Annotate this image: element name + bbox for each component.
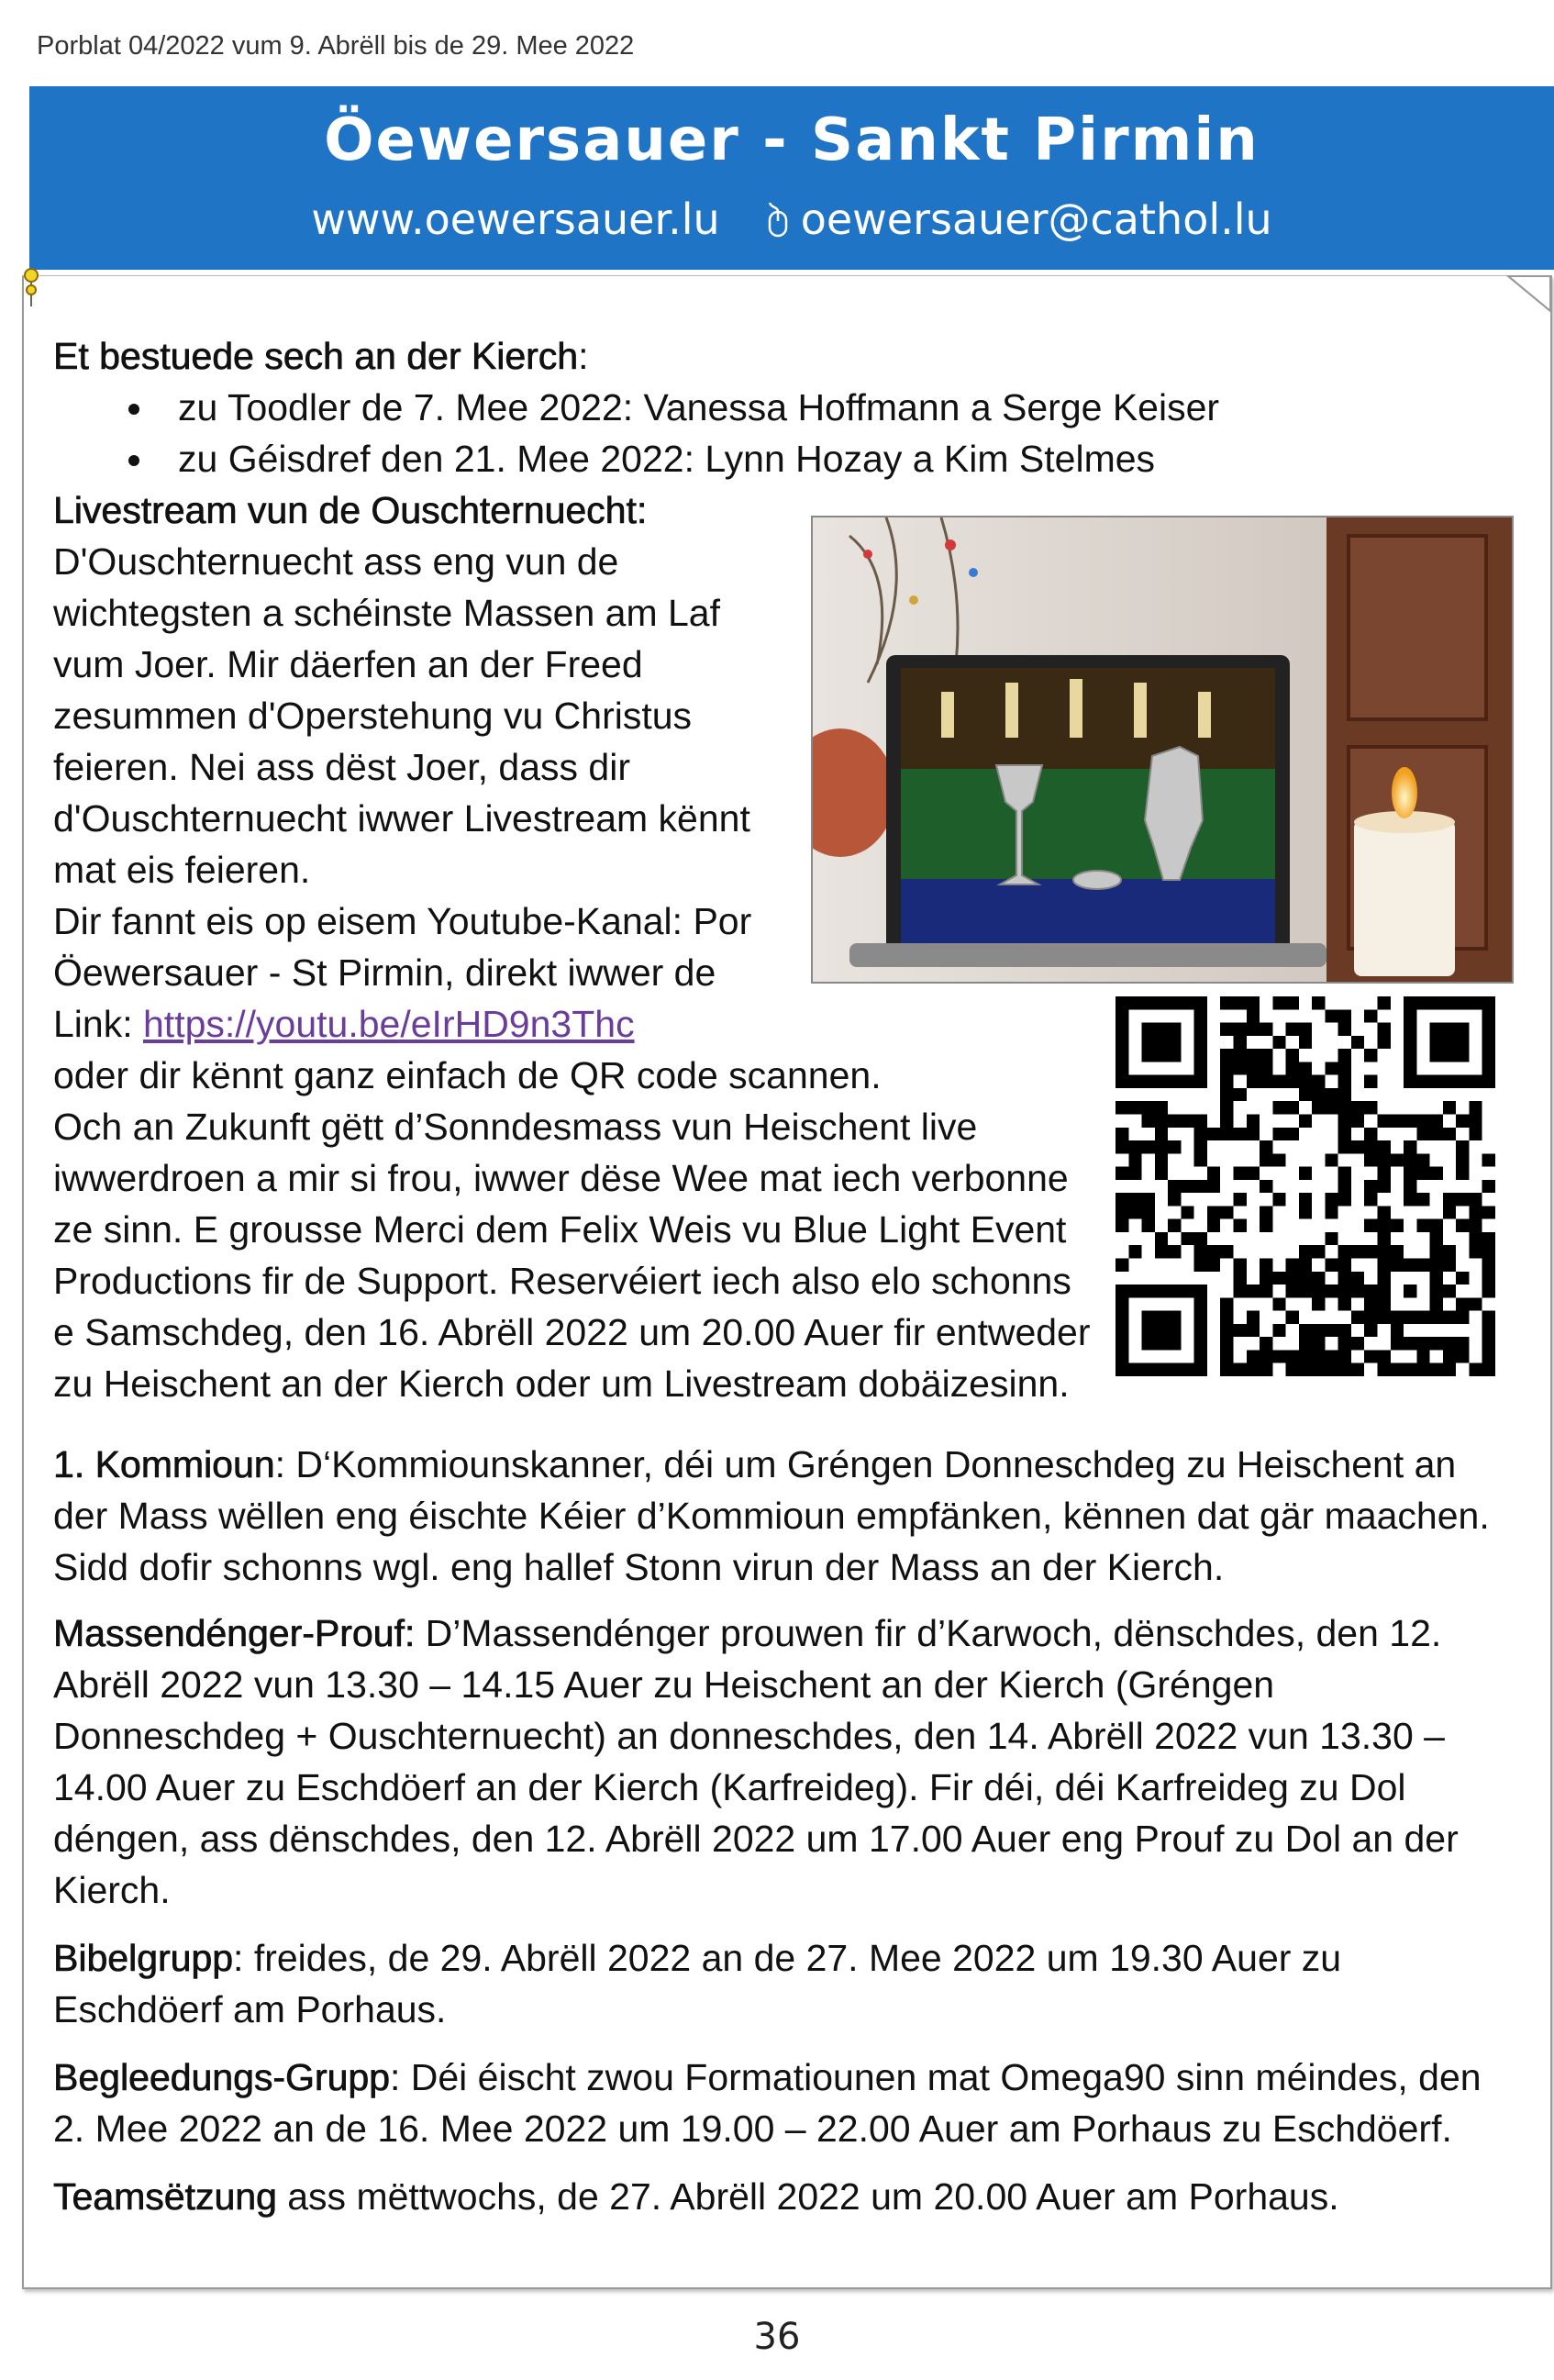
pushpin-icon (22, 266, 40, 308)
kommioun-heading: 1. Kommioun (53, 1443, 275, 1485)
email-link[interactable]: oewersauer@cathol.lu (800, 195, 1272, 244)
kommioun-text: : D‘Kommiounskanner, déi um Gréngen Donneschdeg zu Heischent an der Mass wëllen eng éischte Kéier d’Kommioun empfänken, kënnen dat gär maachen. Sidd dofir schonns wgl. eng hallef Stonn virun der Mass an der Kierch. (53, 1443, 1490, 1588)
team-section (53, 2171, 1512, 2222)
livestream-line: feieren. Nei ass dëst Joer, dass dir (53, 746, 630, 788)
weddings-heading: Et bestuede sech an der Kierch (53, 335, 579, 377)
massendenger-heading: Massendénger-Prouf: (53, 1612, 416, 1654)
massendenger-section (53, 1607, 1512, 1916)
livestream-line: oder dir kënnt ganz einfach de QR code scannen. (53, 1054, 882, 1096)
kommioun-section (53, 1439, 1512, 1593)
begleedung-section (53, 2052, 1512, 2154)
bibelgrupp-heading: Bibelgrupp (53, 1937, 234, 1979)
livestream-line: ze sinn. E grousse Merci dem Felix Weis vu Blue Light Event (53, 1208, 1067, 1251)
page-curl-icon (1506, 274, 1552, 315)
bibelgrupp-section (53, 1932, 1512, 2035)
youtube-link[interactable]: https://youtu.be/eIrHD9n3Thc (143, 1003, 635, 1045)
qr-code[interactable] (1116, 996, 1495, 1376)
team-text: ass mëttwochs, de 27. Abrëll 2022 um 20.00 Auer am Porhaus. (276, 2175, 1339, 2218)
mouse-icon (764, 198, 792, 248)
page-number: 36 (753, 2316, 801, 2358)
livestream-line: zesummen d'Operstehung vu Christus (53, 695, 693, 737)
list-item: zu Toodler de 7. Mee 2022: Vanessa Hoffmann a Serge Keiser (117, 382, 1493, 433)
begleedung-text: : Déi éischt zwou Formatiounen mat Omega90 sinn méindes, den 2. Mee 2022 an de 16. Mee 2022 um 19.00 – 22.00 Auer am Porhaus zu Eschdöerf. (53, 2056, 1482, 2150)
livestream-line: Productions fir de Support. Reservéiert iech also elo schonns (53, 1260, 1071, 1302)
list-item: zu Géisdref den 21. Mee 2022: Lynn Hozay a Kim Stelmes (117, 433, 1493, 484)
livestream-line: zu Heischent an der Kierch oder um Livestream dobäizesinn. (53, 1362, 1070, 1405)
weddings-heading-colon: : (578, 335, 589, 377)
link-prefix: Link: (53, 1003, 143, 1045)
livestream-line: Och an Zukunft gëtt d’Sonndesmass vun Heischent live (53, 1106, 978, 1148)
livestream-heading: Livestream vun de Ouschternuecht: (53, 489, 648, 531)
parish-banner (29, 86, 1554, 270)
weddings-heading-line (53, 330, 1493, 382)
parish-title: Öewersauer - Sankt Pirmin (324, 106, 1260, 174)
contact-line (29, 195, 1554, 248)
massendenger-text: D’Massendénger prouwen fir d’Karwoch, dënschdes, den 12. Abrëll 2022 vun 13.30 – 14.15 Auer zu Heischent an der Kierch (Gréngen Donneschdeg + Ouschternuecht) an donneschdes, den 14. Abrëll 2022 vun 13.30 – 14.00 Auer zu Eschdöerf an der Kierch (Karfreideg). Fir déi, déi Karfreideg zu Dol déngen, ass dënschdes, den 12. Abrëll 2022 um 17.00 Auer eng Prouf zu Dol an der Kierch. (53, 1612, 1459, 1911)
livestream-line: vum Joer. Mir däerfen an der Freed (53, 643, 643, 685)
livestream-photo (811, 516, 1514, 984)
livestream-line: Öewersauer - St Pirmin, direkt iwwer de (53, 951, 716, 994)
livestream-line: wichtegsten a schéinste Massen am Laf (53, 592, 720, 634)
weddings-list (53, 382, 1493, 484)
livestream-line: d'Ouschternuecht iwwer Livestream kënnt (53, 797, 750, 840)
livestream-line: Dir fannt eis op eisem Youtube-Kanal: Por (53, 900, 752, 942)
livestream-line: iwwerdroen a mir si frou, iwwer dëse Wee mat iech verbonne (53, 1157, 1069, 1199)
livestream-line: e Samschdeg, den 16. Abrëll 2022 um 20.00 Auer fir entweder (53, 1311, 1091, 1353)
livestream-line: D'Ouschternuecht ass eng vun de (53, 540, 619, 583)
bibelgrupp-text: : freides, de 29. Abrëll 2022 an de 27. Mee 2022 um 19.30 Auer zu Eschdöerf am Porhaus. (53, 1937, 1342, 2030)
website-link[interactable]: www.oewersauer.lu (311, 195, 720, 244)
begleedung-heading: Begleedungs-Grupp (53, 2056, 390, 2098)
publication-info: Porblat 04/2022 vum 9. Abrëll bis de 29. Mee 2022 (37, 31, 635, 61)
livestream-line: mat eis feieren. (53, 849, 311, 891)
team-heading: Teamsëtzung (53, 2175, 277, 2218)
